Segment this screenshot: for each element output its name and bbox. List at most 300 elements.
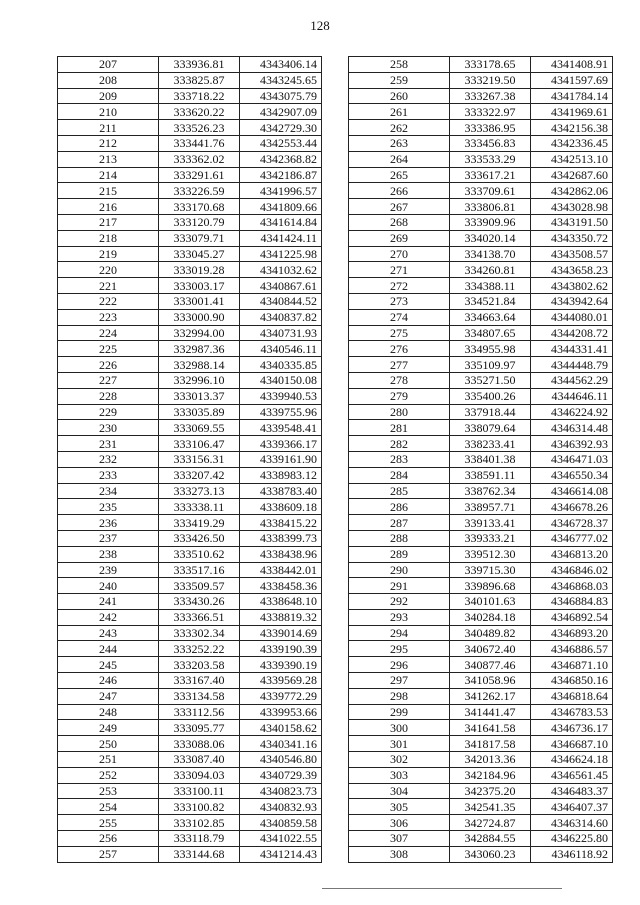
y-coordinate-cell: 4346892.54 bbox=[531, 609, 613, 625]
x-coordinate-cell: 332994.00 bbox=[159, 325, 240, 341]
point-number-cell: 228 bbox=[58, 388, 159, 404]
y-coordinate-cell: 4344208.72 bbox=[531, 325, 613, 341]
table-row bbox=[58, 625, 322, 641]
table-row bbox=[58, 673, 322, 689]
y-coordinate-cell: 4342729.30 bbox=[240, 120, 322, 136]
y-coordinate-cell: 4339190.39 bbox=[240, 641, 322, 657]
table-row bbox=[349, 372, 613, 388]
table-row bbox=[349, 120, 613, 136]
table-row bbox=[349, 151, 613, 167]
point-number-cell: 253 bbox=[58, 783, 159, 799]
point-number-cell: 247 bbox=[58, 688, 159, 704]
table-row bbox=[58, 293, 322, 309]
y-coordinate-cell: 4340158.62 bbox=[240, 720, 322, 736]
x-coordinate-cell: 333100.82 bbox=[159, 799, 240, 815]
point-number-cell: 290 bbox=[349, 562, 450, 578]
x-coordinate-cell: 333219.50 bbox=[450, 72, 531, 88]
point-number-cell: 276 bbox=[349, 341, 450, 357]
table-row bbox=[349, 325, 613, 341]
table-row bbox=[349, 341, 613, 357]
y-coordinate-cell: 4341408.91 bbox=[531, 57, 613, 73]
y-coordinate-cell: 4340546.11 bbox=[240, 341, 322, 357]
y-coordinate-cell: 4346777.02 bbox=[531, 530, 613, 546]
table-row bbox=[349, 720, 613, 736]
table-row bbox=[58, 357, 322, 373]
x-coordinate-cell: 339133.41 bbox=[450, 515, 531, 531]
page-number: 128 bbox=[310, 18, 330, 33]
point-number-cell: 272 bbox=[349, 278, 450, 294]
table-row bbox=[349, 467, 613, 483]
y-coordinate-cell: 4341784.14 bbox=[531, 88, 613, 104]
point-number-cell: 304 bbox=[349, 783, 450, 799]
table-row bbox=[349, 246, 613, 262]
y-coordinate-cell: 4338438.96 bbox=[240, 546, 322, 562]
point-number-cell: 285 bbox=[349, 483, 450, 499]
table-row bbox=[349, 530, 613, 546]
x-coordinate-cell: 342724.87 bbox=[450, 815, 531, 831]
table-row bbox=[58, 120, 322, 136]
y-coordinate-cell: 4340731.93 bbox=[240, 325, 322, 341]
table-row bbox=[58, 372, 322, 388]
point-number-cell: 268 bbox=[349, 214, 450, 230]
table-row bbox=[349, 357, 613, 373]
x-coordinate-cell: 335400.26 bbox=[450, 388, 531, 404]
point-number-cell: 219 bbox=[58, 246, 159, 262]
table-row bbox=[58, 57, 322, 73]
table-row bbox=[349, 483, 613, 499]
point-number-cell: 216 bbox=[58, 199, 159, 215]
table-row bbox=[349, 104, 613, 120]
point-number-cell: 281 bbox=[349, 420, 450, 436]
table-row bbox=[58, 104, 322, 120]
table-row bbox=[349, 436, 613, 452]
x-coordinate-cell: 342013.36 bbox=[450, 752, 531, 768]
point-number-cell: 259 bbox=[349, 72, 450, 88]
point-number-cell: 237 bbox=[58, 530, 159, 546]
x-coordinate-cell: 334388.11 bbox=[450, 278, 531, 294]
y-coordinate-cell: 4342336.45 bbox=[531, 135, 613, 151]
point-number-cell: 224 bbox=[58, 325, 159, 341]
x-coordinate-cell: 333167.40 bbox=[159, 673, 240, 689]
table-row bbox=[58, 341, 322, 357]
y-coordinate-cell: 4343028.98 bbox=[531, 199, 613, 215]
x-coordinate-cell: 339715.30 bbox=[450, 562, 531, 578]
point-number-cell: 294 bbox=[349, 625, 450, 641]
point-number-cell: 292 bbox=[349, 594, 450, 610]
x-coordinate-cell: 333267.38 bbox=[450, 88, 531, 104]
table-row bbox=[349, 262, 613, 278]
table-row bbox=[349, 609, 613, 625]
point-number-cell: 291 bbox=[349, 578, 450, 594]
point-number-cell: 274 bbox=[349, 309, 450, 325]
y-coordinate-cell: 4346225.80 bbox=[531, 831, 613, 847]
x-coordinate-cell: 333386.95 bbox=[450, 120, 531, 136]
x-coordinate-cell: 339333.21 bbox=[450, 530, 531, 546]
x-coordinate-cell: 334663.64 bbox=[450, 309, 531, 325]
point-number-cell: 278 bbox=[349, 372, 450, 388]
x-coordinate-cell: 340101.63 bbox=[450, 594, 531, 610]
point-number-cell: 249 bbox=[58, 720, 159, 736]
coordinates-table-right bbox=[348, 56, 613, 863]
y-coordinate-cell: 4346314.48 bbox=[531, 420, 613, 436]
x-coordinate-cell: 333291.61 bbox=[159, 167, 240, 183]
x-coordinate-cell: 333252.22 bbox=[159, 641, 240, 657]
point-number-cell: 208 bbox=[58, 72, 159, 88]
y-coordinate-cell: 4343802.62 bbox=[531, 278, 613, 294]
y-coordinate-cell: 4340729.39 bbox=[240, 767, 322, 783]
y-coordinate-cell: 4341614.84 bbox=[240, 214, 322, 230]
point-number-cell: 299 bbox=[349, 704, 450, 720]
x-coordinate-cell: 334020.14 bbox=[450, 230, 531, 246]
table-row bbox=[349, 420, 613, 436]
y-coordinate-cell: 4342687.60 bbox=[531, 167, 613, 183]
y-coordinate-cell: 4346471.03 bbox=[531, 451, 613, 467]
table-row bbox=[349, 167, 613, 183]
table-row bbox=[349, 657, 613, 673]
y-coordinate-cell: 4346783.53 bbox=[531, 704, 613, 720]
x-coordinate-cell: 333909.96 bbox=[450, 214, 531, 230]
y-coordinate-cell: 4342156.38 bbox=[531, 120, 613, 136]
point-number-cell: 210 bbox=[58, 104, 159, 120]
x-coordinate-cell: 333322.97 bbox=[450, 104, 531, 120]
y-coordinate-cell: 4341424.11 bbox=[240, 230, 322, 246]
table-row bbox=[58, 388, 322, 404]
table-row bbox=[349, 815, 613, 831]
table-row bbox=[349, 831, 613, 847]
table-row bbox=[58, 467, 322, 483]
x-coordinate-cell: 342184.96 bbox=[450, 767, 531, 783]
y-coordinate-cell: 4338415.22 bbox=[240, 515, 322, 531]
table-row bbox=[349, 278, 613, 294]
table-row bbox=[58, 657, 322, 673]
x-coordinate-cell: 333207.42 bbox=[159, 467, 240, 483]
point-number-cell: 289 bbox=[349, 546, 450, 562]
y-coordinate-cell: 4346728.37 bbox=[531, 515, 613, 531]
y-coordinate-cell: 4340150.08 bbox=[240, 372, 322, 388]
x-coordinate-cell: 333088.06 bbox=[159, 736, 240, 752]
x-coordinate-cell: 341817.58 bbox=[450, 736, 531, 752]
table-row bbox=[349, 499, 613, 515]
point-number-cell: 207 bbox=[58, 57, 159, 73]
y-coordinate-cell: 4346850.16 bbox=[531, 673, 613, 689]
y-coordinate-cell: 4346893.20 bbox=[531, 625, 613, 641]
y-coordinate-cell: 4346624.18 bbox=[531, 752, 613, 768]
point-number-cell: 283 bbox=[349, 451, 450, 467]
y-coordinate-cell: 4343942.64 bbox=[531, 293, 613, 309]
table-row bbox=[58, 752, 322, 768]
point-number-cell: 260 bbox=[349, 88, 450, 104]
x-coordinate-cell: 338233.41 bbox=[450, 436, 531, 452]
x-coordinate-cell: 334260.81 bbox=[450, 262, 531, 278]
x-coordinate-cell: 333302.34 bbox=[159, 625, 240, 641]
point-number-cell: 218 bbox=[58, 230, 159, 246]
y-coordinate-cell: 4341225.98 bbox=[240, 246, 322, 262]
y-coordinate-cell: 4343075.79 bbox=[240, 88, 322, 104]
y-coordinate-cell: 4338442.01 bbox=[240, 562, 322, 578]
x-coordinate-cell: 332987.36 bbox=[159, 341, 240, 357]
y-coordinate-cell: 4340335.85 bbox=[240, 357, 322, 373]
point-number-cell: 233 bbox=[58, 467, 159, 483]
table-row bbox=[58, 309, 322, 325]
point-number-cell: 256 bbox=[58, 831, 159, 847]
x-coordinate-cell: 342884.55 bbox=[450, 831, 531, 847]
y-coordinate-cell: 4338783.40 bbox=[240, 483, 322, 499]
table-row bbox=[349, 688, 613, 704]
x-coordinate-cell: 333709.61 bbox=[450, 183, 531, 199]
y-coordinate-cell: 4340867.61 bbox=[240, 278, 322, 294]
point-number-cell: 303 bbox=[349, 767, 450, 783]
y-coordinate-cell: 4339772.29 bbox=[240, 688, 322, 704]
point-number-cell: 302 bbox=[349, 752, 450, 768]
point-number-cell: 269 bbox=[349, 230, 450, 246]
y-coordinate-cell: 4339953.66 bbox=[240, 704, 322, 720]
point-number-cell: 254 bbox=[58, 799, 159, 815]
y-coordinate-cell: 4340832.93 bbox=[240, 799, 322, 815]
table-row bbox=[349, 767, 613, 783]
point-number-cell: 308 bbox=[349, 846, 450, 862]
x-coordinate-cell: 333102.85 bbox=[159, 815, 240, 831]
x-coordinate-cell: 333120.79 bbox=[159, 214, 240, 230]
point-number-cell: 298 bbox=[349, 688, 450, 704]
table-row bbox=[58, 831, 322, 847]
x-coordinate-cell: 333178.65 bbox=[450, 57, 531, 73]
table-row bbox=[349, 183, 613, 199]
x-coordinate-cell: 333517.16 bbox=[159, 562, 240, 578]
x-coordinate-cell: 333095.77 bbox=[159, 720, 240, 736]
point-number-cell: 264 bbox=[349, 151, 450, 167]
table-row bbox=[349, 625, 613, 641]
point-number-cell: 230 bbox=[58, 420, 159, 436]
table-row bbox=[349, 451, 613, 467]
table-row bbox=[58, 530, 322, 546]
x-coordinate-cell: 341441.47 bbox=[450, 704, 531, 720]
table-row bbox=[349, 404, 613, 420]
y-coordinate-cell: 4338399.73 bbox=[240, 530, 322, 546]
point-number-cell: 235 bbox=[58, 499, 159, 515]
point-number-cell: 305 bbox=[349, 799, 450, 815]
y-coordinate-cell: 4343658.23 bbox=[531, 262, 613, 278]
x-coordinate-cell: 333426.50 bbox=[159, 530, 240, 546]
table-row bbox=[58, 246, 322, 262]
x-coordinate-cell: 340489.82 bbox=[450, 625, 531, 641]
table-row bbox=[349, 641, 613, 657]
x-coordinate-cell: 333019.28 bbox=[159, 262, 240, 278]
point-number-cell: 245 bbox=[58, 657, 159, 673]
y-coordinate-cell: 4339940.53 bbox=[240, 388, 322, 404]
x-coordinate-cell: 333456.83 bbox=[450, 135, 531, 151]
y-coordinate-cell: 4346407.37 bbox=[531, 799, 613, 815]
x-coordinate-cell: 334138.70 bbox=[450, 246, 531, 262]
table-row bbox=[58, 151, 322, 167]
y-coordinate-cell: 4339366.17 bbox=[240, 436, 322, 452]
point-number-cell: 300 bbox=[349, 720, 450, 736]
point-number-cell: 211 bbox=[58, 120, 159, 136]
table-row bbox=[349, 562, 613, 578]
point-number-cell: 265 bbox=[349, 167, 450, 183]
point-number-cell: 220 bbox=[58, 262, 159, 278]
x-coordinate-cell: 333620.22 bbox=[159, 104, 240, 120]
y-coordinate-cell: 4346314.60 bbox=[531, 815, 613, 831]
point-number-cell: 275 bbox=[349, 325, 450, 341]
x-coordinate-cell: 333617.21 bbox=[450, 167, 531, 183]
table-row bbox=[58, 515, 322, 531]
y-coordinate-cell: 4339161.90 bbox=[240, 451, 322, 467]
point-number-cell: 250 bbox=[58, 736, 159, 752]
x-coordinate-cell: 333362.02 bbox=[159, 151, 240, 167]
point-number-cell: 306 bbox=[349, 815, 450, 831]
x-coordinate-cell: 338401.38 bbox=[450, 451, 531, 467]
y-coordinate-cell: 4346561.45 bbox=[531, 767, 613, 783]
table-row bbox=[58, 262, 322, 278]
y-coordinate-cell: 4346736.17 bbox=[531, 720, 613, 736]
x-coordinate-cell: 338957.71 bbox=[450, 499, 531, 515]
y-coordinate-cell: 4342862.06 bbox=[531, 183, 613, 199]
point-number-cell: 229 bbox=[58, 404, 159, 420]
x-coordinate-cell: 341641.58 bbox=[450, 720, 531, 736]
table-row bbox=[58, 736, 322, 752]
y-coordinate-cell: 4342186.87 bbox=[240, 167, 322, 183]
point-number-cell: 270 bbox=[349, 246, 450, 262]
table-row bbox=[349, 515, 613, 531]
y-coordinate-cell: 4340546.80 bbox=[240, 752, 322, 768]
y-coordinate-cell: 4346224.92 bbox=[531, 404, 613, 420]
point-number-cell: 280 bbox=[349, 404, 450, 420]
point-number-cell: 288 bbox=[349, 530, 450, 546]
y-coordinate-cell: 4346687.10 bbox=[531, 736, 613, 752]
x-coordinate-cell: 338591.11 bbox=[450, 467, 531, 483]
table-row bbox=[58, 88, 322, 104]
y-coordinate-cell: 4344080.01 bbox=[531, 309, 613, 325]
point-number-cell: 301 bbox=[349, 736, 450, 752]
point-number-cell: 231 bbox=[58, 436, 159, 452]
point-number-cell: 223 bbox=[58, 309, 159, 325]
table-row bbox=[349, 594, 613, 610]
x-coordinate-cell: 334521.84 bbox=[450, 293, 531, 309]
x-coordinate-cell: 333000.90 bbox=[159, 309, 240, 325]
point-number-cell: 238 bbox=[58, 546, 159, 562]
point-number-cell: 213 bbox=[58, 151, 159, 167]
table-row bbox=[58, 230, 322, 246]
y-coordinate-cell: 4342907.09 bbox=[240, 104, 322, 120]
x-coordinate-cell: 332988.14 bbox=[159, 357, 240, 373]
point-number-cell: 244 bbox=[58, 641, 159, 657]
table-row bbox=[349, 309, 613, 325]
y-coordinate-cell: 4346818.64 bbox=[531, 688, 613, 704]
point-number-cell: 262 bbox=[349, 120, 450, 136]
point-number-cell: 225 bbox=[58, 341, 159, 357]
point-number-cell: 307 bbox=[349, 831, 450, 847]
x-coordinate-cell: 333526.23 bbox=[159, 120, 240, 136]
table-row bbox=[58, 72, 322, 88]
x-coordinate-cell: 338762.34 bbox=[450, 483, 531, 499]
table-row bbox=[58, 767, 322, 783]
y-coordinate-cell: 4343508.57 bbox=[531, 246, 613, 262]
x-coordinate-cell: 333106.47 bbox=[159, 436, 240, 452]
y-coordinate-cell: 4341809.66 bbox=[240, 199, 322, 215]
x-coordinate-cell: 338079.64 bbox=[450, 420, 531, 436]
x-coordinate-cell: 333203.58 bbox=[159, 657, 240, 673]
table-row bbox=[349, 546, 613, 562]
table-row bbox=[349, 846, 613, 862]
table-row bbox=[58, 720, 322, 736]
x-coordinate-cell: 342375.20 bbox=[450, 783, 531, 799]
x-coordinate-cell: 340284.18 bbox=[450, 609, 531, 625]
y-coordinate-cell: 4340823.73 bbox=[240, 783, 322, 799]
point-number-cell: 226 bbox=[58, 357, 159, 373]
table-row bbox=[349, 293, 613, 309]
x-coordinate-cell: 332996.10 bbox=[159, 372, 240, 388]
x-coordinate-cell: 333156.31 bbox=[159, 451, 240, 467]
x-coordinate-cell: 339512.30 bbox=[450, 546, 531, 562]
x-coordinate-cell: 333825.87 bbox=[159, 72, 240, 88]
y-coordinate-cell: 4344646.11 bbox=[531, 388, 613, 404]
table-row bbox=[349, 199, 613, 215]
y-coordinate-cell: 4346871.10 bbox=[531, 657, 613, 673]
y-coordinate-cell: 4343350.72 bbox=[531, 230, 613, 246]
table-row bbox=[349, 135, 613, 151]
table-row bbox=[349, 673, 613, 689]
x-coordinate-cell: 340672.40 bbox=[450, 641, 531, 657]
x-coordinate-cell: 333273.13 bbox=[159, 483, 240, 499]
point-number-cell: 258 bbox=[349, 57, 450, 73]
y-coordinate-cell: 4343245.65 bbox=[240, 72, 322, 88]
table-row bbox=[58, 641, 322, 657]
point-number-cell: 266 bbox=[349, 183, 450, 199]
coordinates-table-left bbox=[57, 56, 322, 863]
point-number-cell: 279 bbox=[349, 388, 450, 404]
point-number-cell: 242 bbox=[58, 609, 159, 625]
point-number-cell: 217 bbox=[58, 214, 159, 230]
table-row bbox=[58, 499, 322, 515]
point-number-cell: 295 bbox=[349, 641, 450, 657]
y-coordinate-cell: 4340341.16 bbox=[240, 736, 322, 752]
x-coordinate-cell: 333069.55 bbox=[159, 420, 240, 436]
table-row bbox=[58, 199, 322, 215]
table-row bbox=[349, 752, 613, 768]
point-number-cell: 284 bbox=[349, 467, 450, 483]
y-coordinate-cell: 4339548.41 bbox=[240, 420, 322, 436]
table-row bbox=[58, 783, 322, 799]
x-coordinate-cell: 333509.57 bbox=[159, 578, 240, 594]
y-coordinate-cell: 4346392.93 bbox=[531, 436, 613, 452]
point-number-cell: 261 bbox=[349, 104, 450, 120]
x-coordinate-cell: 333118.79 bbox=[159, 831, 240, 847]
point-number-cell: 248 bbox=[58, 704, 159, 720]
x-coordinate-cell: 340877.46 bbox=[450, 657, 531, 673]
point-number-cell: 252 bbox=[58, 767, 159, 783]
x-coordinate-cell: 341058.96 bbox=[450, 673, 531, 689]
y-coordinate-cell: 4346678.26 bbox=[531, 499, 613, 515]
point-number-cell: 215 bbox=[58, 183, 159, 199]
point-number-cell: 287 bbox=[349, 515, 450, 531]
point-number-cell: 209 bbox=[58, 88, 159, 104]
x-coordinate-cell: 334955.98 bbox=[450, 341, 531, 357]
x-coordinate-cell: 333170.68 bbox=[159, 199, 240, 215]
x-coordinate-cell: 333936.81 bbox=[159, 57, 240, 73]
x-coordinate-cell: 342541.35 bbox=[450, 799, 531, 815]
table-row bbox=[58, 546, 322, 562]
point-number-cell: 214 bbox=[58, 167, 159, 183]
x-coordinate-cell: 339896.68 bbox=[450, 578, 531, 594]
table-row bbox=[58, 183, 322, 199]
point-number-cell: 277 bbox=[349, 357, 450, 373]
point-number-cell: 222 bbox=[58, 293, 159, 309]
point-number-cell: 212 bbox=[58, 135, 159, 151]
table-row bbox=[58, 325, 322, 341]
y-coordinate-cell: 4346614.08 bbox=[531, 483, 613, 499]
table-row bbox=[58, 451, 322, 467]
table-row bbox=[349, 230, 613, 246]
